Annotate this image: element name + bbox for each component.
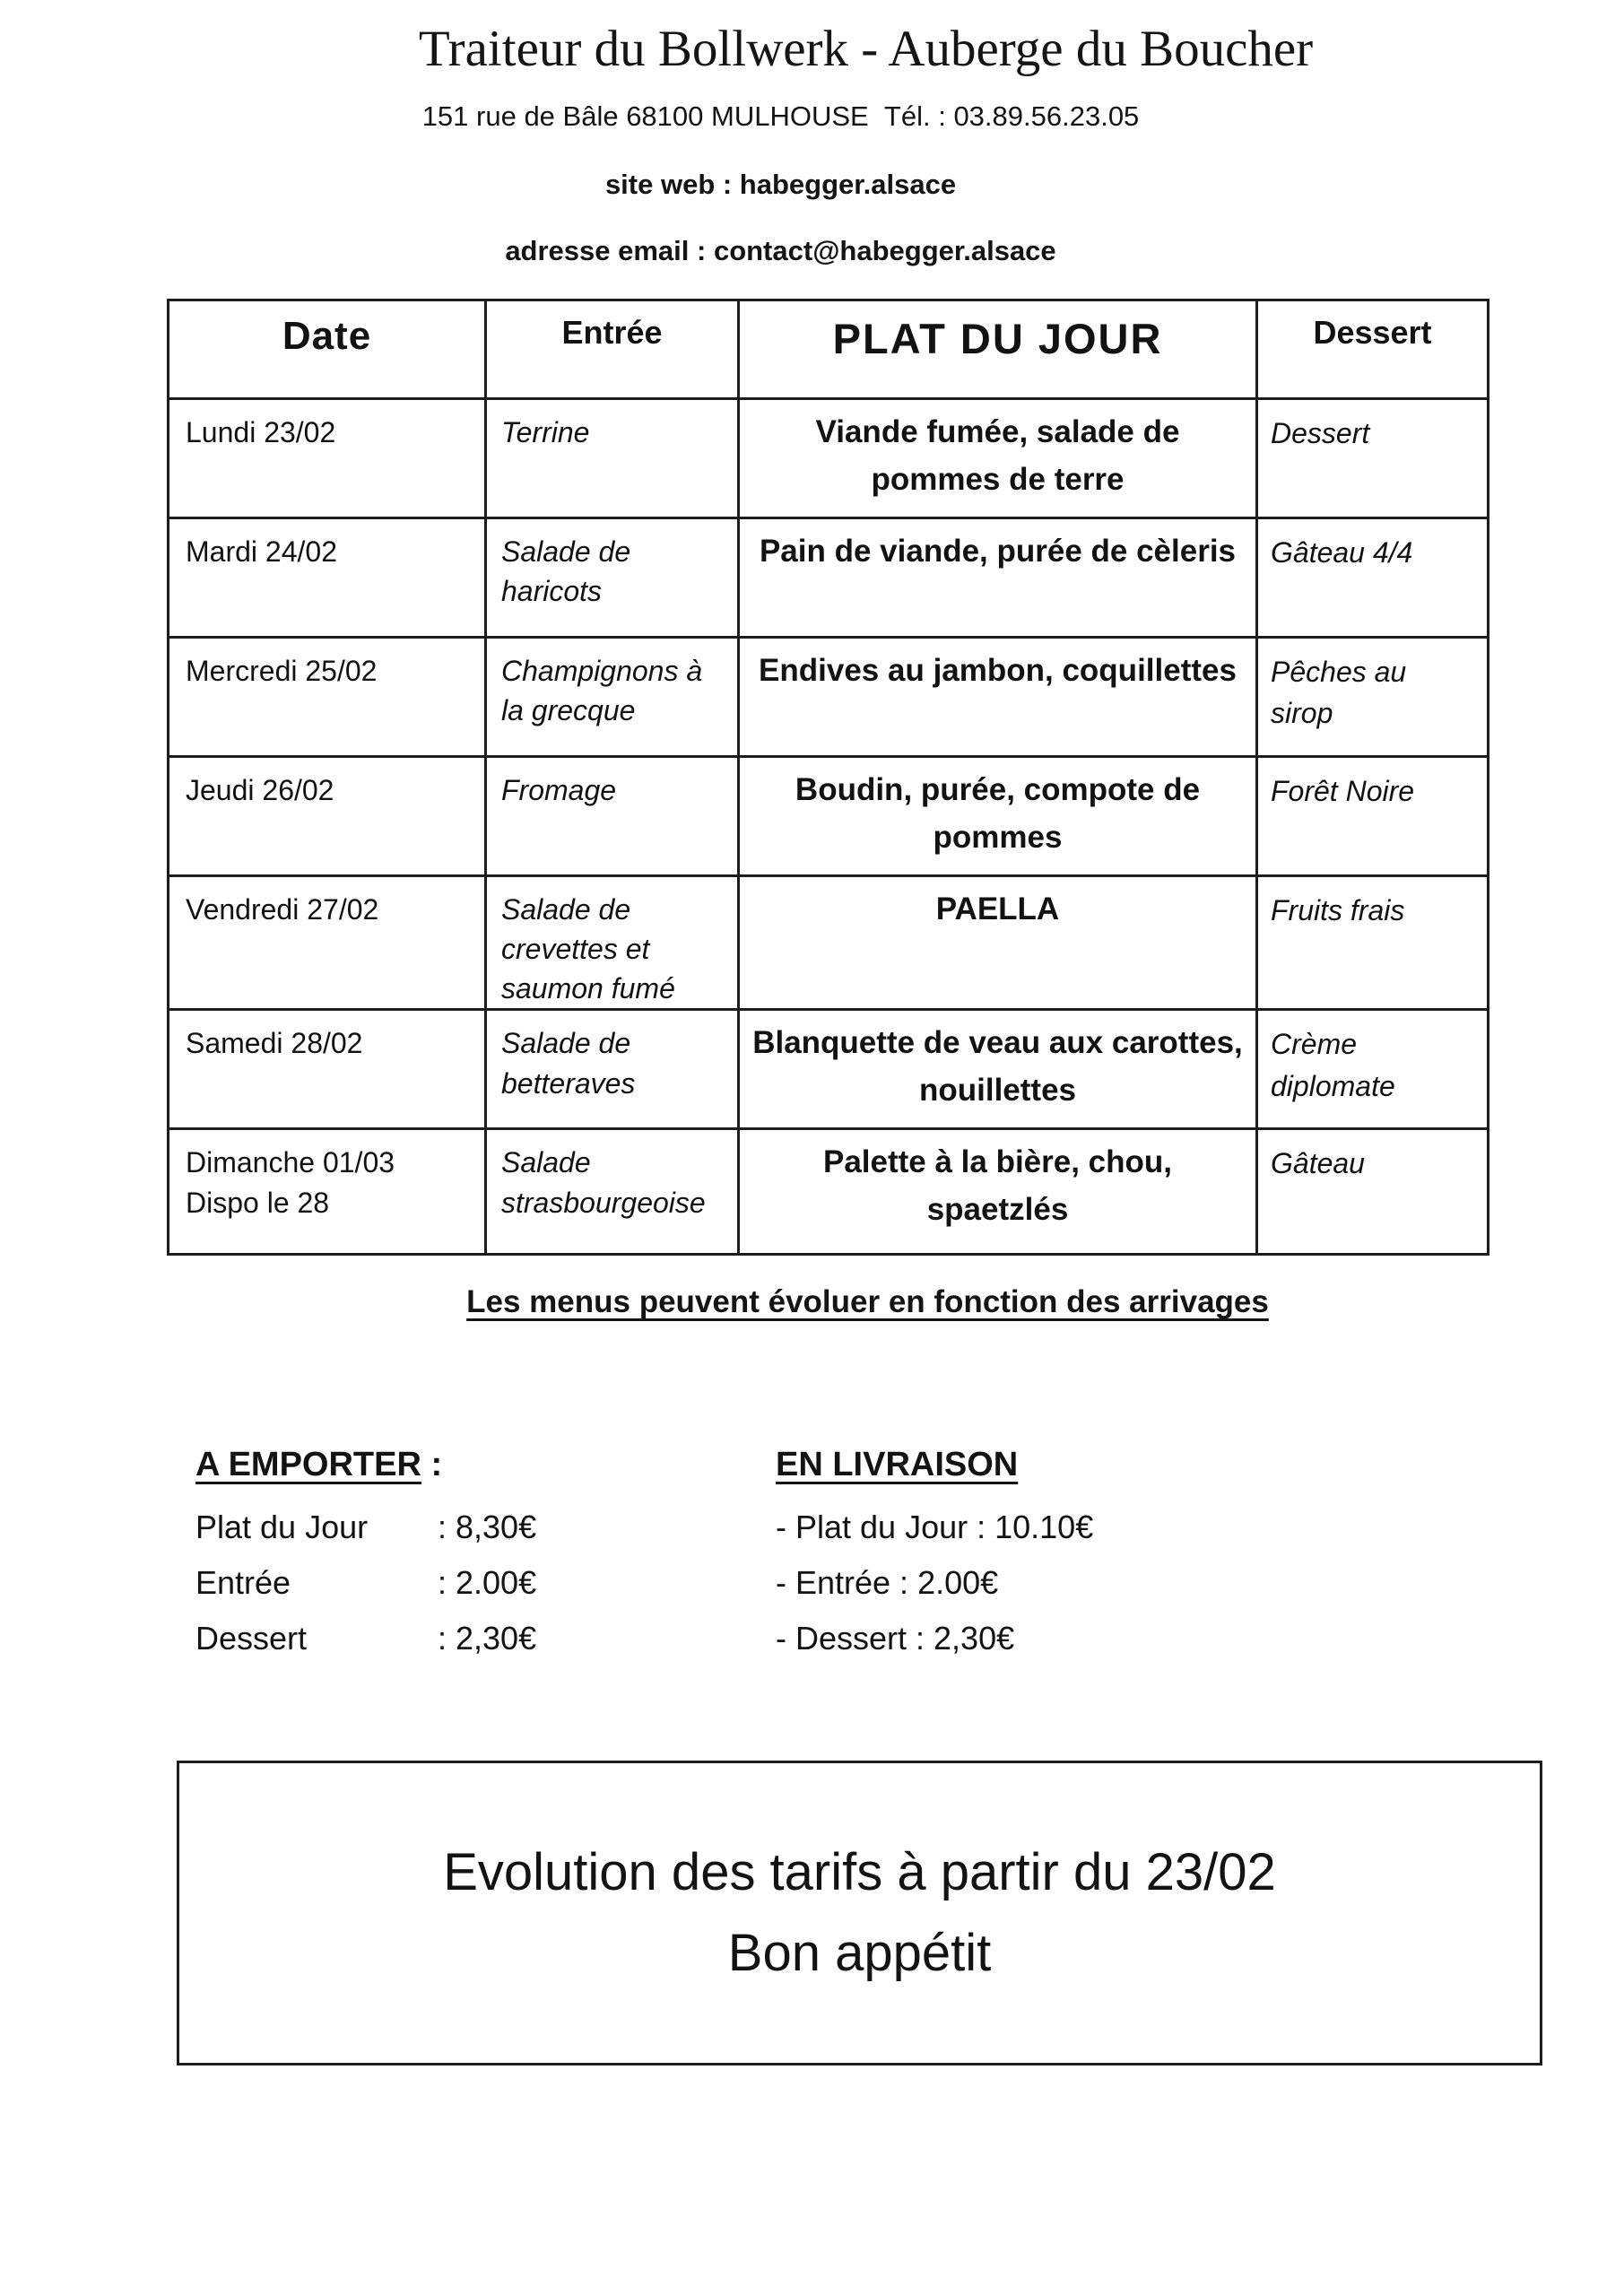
- entree-cell: Terrine: [486, 399, 739, 518]
- price-label: Entrée: [195, 1564, 291, 1601]
- menu-row-wednesday: [169, 638, 1489, 757]
- takeaway-price-row: [195, 1511, 536, 1544]
- column-header-entree: Entrée: [486, 300, 739, 399]
- date-text: Mardi 24/02: [186, 535, 337, 568]
- date-text: Lundi 23/02: [186, 416, 336, 448]
- table-header-row: [169, 300, 1489, 399]
- menu-change-notice: [0, 1284, 1624, 1320]
- dessert-cell: Gâteau 4/4: [1257, 518, 1489, 638]
- date-cell: [169, 518, 486, 638]
- weekly-menu-table: [167, 299, 1489, 1256]
- plat-cell: Blanquette de veau aux carottes, nouillettes: [739, 1010, 1257, 1129]
- price-value: : 8,30€: [438, 1509, 537, 1545]
- menu-row-sunday: [169, 1129, 1489, 1255]
- delivery-heading-text: EN LIVRAISON: [776, 1446, 1019, 1483]
- date-text: Vendredi 27/02: [186, 893, 379, 926]
- date-text: Dimanche 01/03: [186, 1146, 395, 1179]
- price-label: Plat du Jour: [195, 1509, 369, 1545]
- dessert-cell: Crème diplomate: [1257, 1010, 1489, 1129]
- price-value: : 2,30€: [438, 1620, 537, 1657]
- menu-change-notice-text: Les menus peuvent évoluer en fonction des arrivages: [466, 1284, 1269, 1319]
- bon-appetit-line: Bon appétit: [727, 1924, 992, 1982]
- date-text: Samedi 28/02: [186, 1027, 363, 1060]
- plat-cell: Boudin, purée, compote de pommes: [739, 757, 1257, 876]
- delivery-price-row: - Entrée : 2.00€: [776, 1564, 999, 1601]
- entree-cell: Salade strasbourgeoise: [486, 1129, 739, 1255]
- column-header-date: Date: [169, 300, 486, 399]
- entree-cell: Salade de haricots: [486, 518, 739, 638]
- plat-cell: Endives au jambon, coquillettes: [739, 638, 1257, 757]
- menu-row-friday: [169, 876, 1489, 1010]
- plat-cell: Palette à la bière, chou, spaetzlés: [739, 1129, 1257, 1255]
- dessert-cell: Pêches au sirop: [1257, 638, 1489, 757]
- address-line: 151 rue de Bâle 68100 MULHOUSE Tél. : 03.89.56.23.05: [421, 100, 1140, 132]
- dessert-cell: Dessert: [1257, 399, 1489, 518]
- tariff-change-line: Evolution des tarifs à partir du 23/02: [443, 1843, 1276, 1902]
- delivery-price-row: - Plat du Jour : 10.10€: [776, 1509, 1094, 1545]
- date-text: Mercredi 25/02: [186, 655, 378, 687]
- date-cell: [169, 757, 486, 876]
- menu-row-thursday: [169, 757, 1489, 876]
- date-availability-text: Dispo le 28: [186, 1187, 330, 1220]
- takeaway-heading-colon: :: [421, 1446, 443, 1483]
- takeaway-heading-text: A EMPORTER: [195, 1446, 421, 1483]
- dessert-cell: Forêt Noire: [1257, 757, 1489, 876]
- date-cell: [169, 399, 486, 518]
- takeaway-price-row: [195, 1622, 536, 1655]
- date-cell: [169, 638, 486, 757]
- column-header-dessert: Dessert: [1257, 300, 1489, 399]
- takeaway-price-row: [195, 1564, 537, 1601]
- date-text: Jeudi 26/02: [186, 774, 334, 806]
- tariff-banner: [177, 1761, 1542, 2066]
- menu-row-saturday: [169, 1010, 1489, 1129]
- date-cell: [169, 1129, 486, 1255]
- entree-cell: Champignons à la grecque: [486, 638, 739, 757]
- delivery-heading: [776, 1446, 1093, 1484]
- price-label: Dessert: [195, 1620, 308, 1657]
- menu-row-monday: [169, 399, 1489, 518]
- entree-cell: Fromage: [486, 757, 739, 876]
- page-title: Traiteur du Bollwerk - Auberge du Boucher: [418, 21, 1314, 77]
- takeaway-heading: [195, 1446, 536, 1484]
- dessert-cell: Gâteau: [1257, 1129, 1489, 1255]
- plat-cell: PAELLA: [739, 876, 1257, 1010]
- entree-cell: Salade de crevettes et saumon fumé: [486, 876, 739, 1010]
- column-header-plat: PLAT DU JOUR: [739, 300, 1257, 399]
- entree-cell: Salade de betteraves: [486, 1010, 739, 1129]
- website-line: site web : habegger.alsace: [604, 169, 957, 200]
- email-line: adresse email : contact@habegger.alsace: [505, 235, 1056, 266]
- date-cell: [169, 876, 486, 1010]
- menu-row-tuesday: [169, 518, 1489, 638]
- dessert-cell: Fruits frais: [1257, 876, 1489, 1010]
- delivery-price-row: - Dessert : 2,30€: [776, 1620, 1015, 1657]
- delivery-pricing: [776, 1446, 1093, 1678]
- date-cell: [169, 1010, 486, 1129]
- plat-cell: Pain de viande, purée de cèleris: [739, 518, 1257, 638]
- takeaway-pricing: [195, 1446, 536, 1678]
- plat-cell: Viande fumée, salade de pommes de terre: [739, 399, 1257, 518]
- price-value: : 2.00€: [438, 1564, 537, 1601]
